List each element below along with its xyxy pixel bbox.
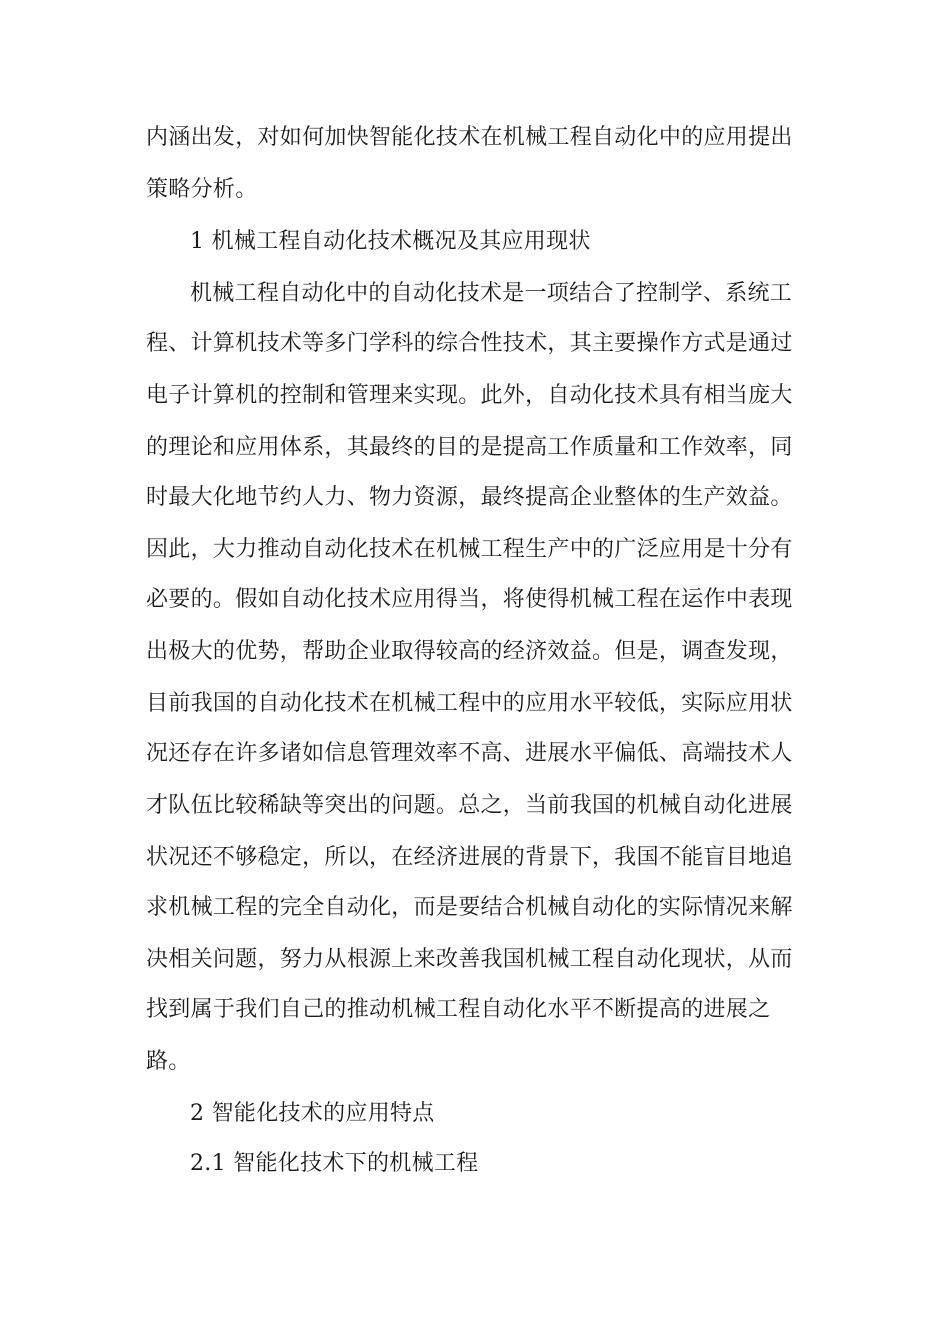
section-heading-2-1: 2.1 智能化技术下的机械工程 xyxy=(190,1151,479,1176)
paragraph-line: 出极大的优势，帮助企业取得较高的经济效益。但是，调查发现， xyxy=(146,639,793,664)
paragraph-line: 目前我国的自动化技术在机械工程中的应用水平较低，实际应用状 xyxy=(146,691,793,716)
section-heading-2: 2 智能化技术的应用特点 xyxy=(190,1101,435,1126)
paragraph-line: 况还存在许多诸如信息管理效率不高、进展水平偏低、高端技术人 xyxy=(146,741,793,766)
paragraph-line: 机械工程自动化中的自动化技术是一项结合了控制学、系统工 xyxy=(190,281,793,306)
paragraph-line: 找到属于我们自己的推动机械工程自动化水平不断提高的进展之 xyxy=(146,997,771,1022)
paragraph-line: 路。 xyxy=(146,1049,191,1074)
paragraph-line: 必要的。假如自动化技术应用得当，将使得机械工程在运作中表现 xyxy=(146,587,793,612)
paragraph-line: 因此，大力推动自动化技术在机械工程生产中的广泛应用是十分有 xyxy=(146,537,793,562)
paragraph-line: 内涵出发，对如何加快智能化技术在机械工程自动化中的应用提出 xyxy=(146,125,793,150)
paragraph-line: 电子计算机的控制和管理来实现。此外，自动化技术具有相当庞大 xyxy=(146,383,793,408)
paragraph-line: 求机械工程的完全自动化，而是要结合机械自动化的实际情况来解 xyxy=(146,895,793,920)
paragraph-line: 才队伍比较稀缺等突出的问题。总之，当前我国的机械自动化进展 xyxy=(146,793,793,818)
paragraph-line: 策略分析。 xyxy=(146,177,258,202)
section-heading-1: 1 机械工程自动化技术概况及其应用现状 xyxy=(190,229,591,254)
paragraph-line: 程、计算机技术等多门学科的综合性技术，其主要操作方式是通过 xyxy=(146,331,793,356)
paragraph-line: 时最大化地节约人力、物力资源，最终提高企业整体的生产效益。 xyxy=(146,485,793,510)
paragraph-line: 的理论和应用体系，其最终的目的是提高工作质量和工作效率，同 xyxy=(146,435,793,460)
paragraph-line: 状况还不够稳定，所以，在经济进展的背景下，我国不能盲目地追 xyxy=(146,845,793,870)
paragraph-line: 决相关问题，努力从根源上来改善我国机械工程自动化现状，从而 xyxy=(146,947,793,972)
